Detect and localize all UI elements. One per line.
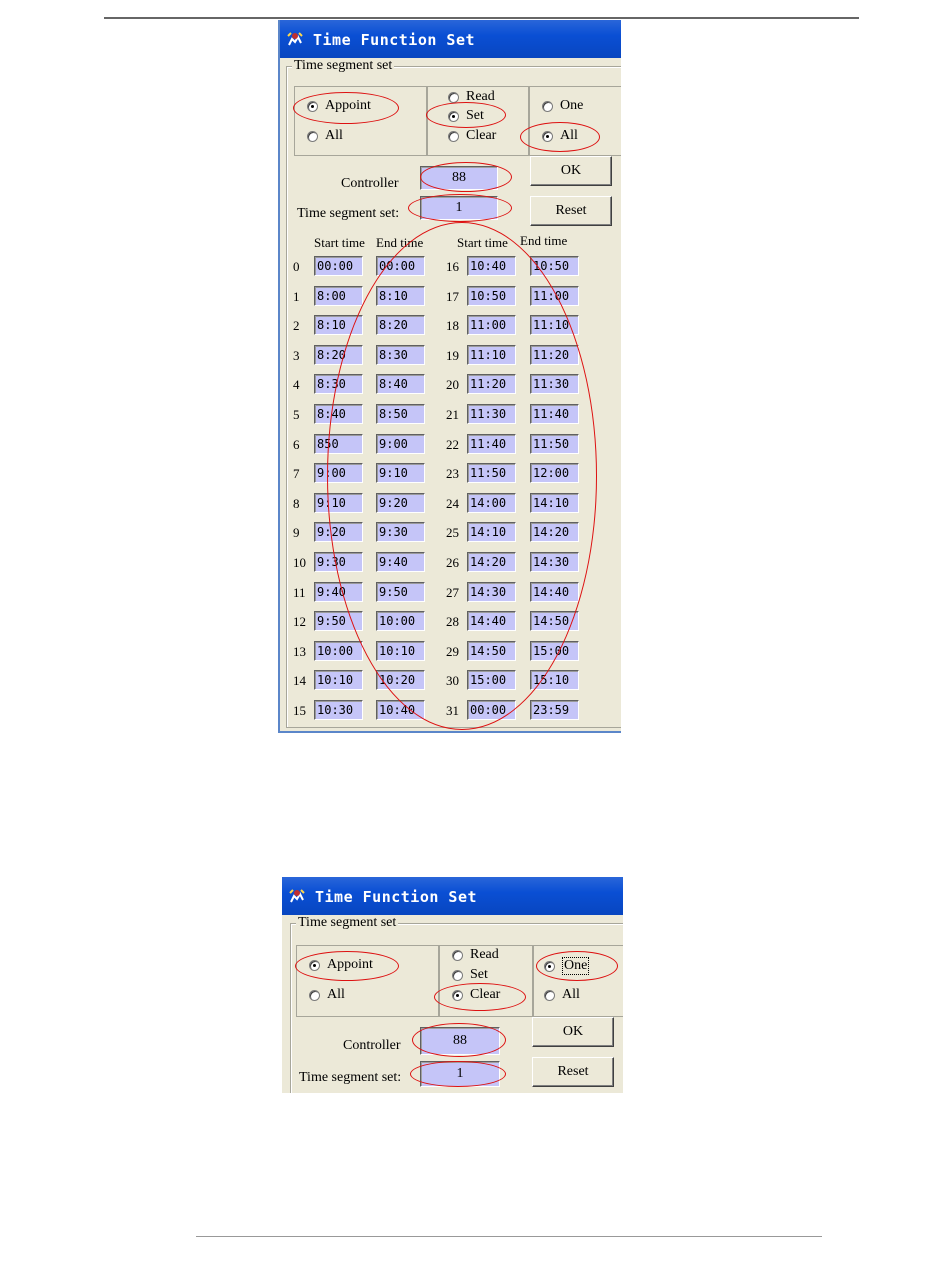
- end-time-input[interactable]: 10:00: [376, 611, 425, 631]
- segment-index: 13: [293, 644, 306, 659]
- end-time-input[interactable]: 10:20: [376, 670, 425, 690]
- end-time-input[interactable]: 8:30: [376, 345, 425, 365]
- start-time-input[interactable]: 11:20: [467, 374, 516, 394]
- start-time-input[interactable]: 10:00: [314, 641, 363, 661]
- radio-appoint-label: Appoint: [327, 957, 373, 972]
- start-time-input[interactable]: 9:20: [314, 522, 363, 542]
- segment-index: 9: [293, 525, 300, 540]
- radio-all-scope[interactable]: [309, 987, 345, 1003]
- end-time-input[interactable]: 9:20: [376, 493, 425, 513]
- radio-dot: [448, 131, 459, 142]
- segment-index: 5: [293, 407, 300, 422]
- reset-button[interactable]: Reset: [532, 1057, 614, 1087]
- title-bar[interactable]: [280, 20, 621, 58]
- col-end-right: End time: [520, 233, 568, 248]
- radio-all-scope-label: All: [327, 987, 345, 1002]
- segment-index: 6: [293, 437, 300, 452]
- start-time-input[interactable]: 850: [314, 434, 363, 454]
- start-time-input[interactable]: 14:10: [467, 522, 516, 542]
- start-time-input[interactable]: 14:40: [467, 611, 516, 631]
- annotation-segment: [408, 194, 512, 222]
- start-time-input[interactable]: 8:00: [314, 286, 363, 306]
- start-time-input[interactable]: 10:40: [467, 256, 516, 276]
- radio-clear[interactable]: [448, 128, 496, 144]
- radio-set[interactable]: [452, 967, 488, 983]
- segment-index: 27: [446, 585, 459, 600]
- annotation-appoint: [293, 92, 399, 124]
- controller-label: Controller: [343, 1038, 401, 1053]
- radio-dot: [307, 131, 318, 142]
- end-time-input[interactable]: 11:40: [530, 404, 579, 424]
- radio-all-target-label: All: [562, 987, 580, 1002]
- annotation-time-table: [327, 222, 597, 730]
- start-time-input[interactable]: 8:40: [314, 404, 363, 424]
- end-time-input[interactable]: 9:30: [376, 522, 425, 542]
- annotation-clear: [434, 983, 526, 1011]
- segment-index: 0: [293, 259, 300, 274]
- end-time-input[interactable]: 9:00: [376, 434, 425, 454]
- end-time-input[interactable]: 9:40: [376, 552, 425, 572]
- radio-dot: [452, 950, 463, 961]
- end-time-input[interactable]: 9:50: [376, 582, 425, 602]
- ok-button[interactable]: OK: [532, 1017, 614, 1047]
- start-time-input[interactable]: 8:10: [314, 315, 363, 335]
- radio-set-label: Set: [470, 967, 488, 982]
- radio-dot: [452, 970, 463, 981]
- annotation-all: [520, 122, 600, 152]
- segment-index: 4: [293, 377, 300, 392]
- start-time-input[interactable]: 10:50: [467, 286, 516, 306]
- start-time-input[interactable]: 11:40: [467, 434, 516, 454]
- end-time-input[interactable]: 9:10: [376, 463, 425, 483]
- start-time-input[interactable]: 9:40: [314, 582, 363, 602]
- controller-label: Controller: [341, 176, 399, 191]
- segment-index: 14: [293, 673, 306, 688]
- segment-index: 12: [293, 614, 306, 629]
- end-time-input[interactable]: 11:10: [530, 315, 579, 335]
- radio-dot: [309, 990, 320, 1001]
- radio-one-label: One: [560, 98, 584, 113]
- segment-index: 26: [446, 555, 459, 570]
- end-time-input[interactable]: 8:40: [376, 374, 425, 394]
- radio-read-label: Read: [470, 947, 499, 962]
- start-time-input[interactable]: 15:00: [467, 670, 516, 690]
- end-time-input[interactable]: 11:00: [530, 286, 579, 306]
- annotation-controller: [412, 1023, 506, 1057]
- time-function-set-dialog-2: [282, 877, 623, 1093]
- end-time-input[interactable]: 14:40: [530, 582, 579, 602]
- segment-index: 1: [293, 289, 300, 304]
- end-time-input[interactable]: 8:20: [376, 315, 425, 335]
- end-time-input[interactable]: 14:30: [530, 552, 579, 572]
- radio-clear-label: Clear: [466, 128, 497, 143]
- end-time-input[interactable]: 14:10: [530, 493, 579, 513]
- segment-input[interactable]: 1: [420, 1061, 500, 1087]
- segment-index: 22: [446, 437, 459, 452]
- end-time-input[interactable]: 12:00: [530, 463, 579, 483]
- window-title: Time Function Set: [313, 31, 476, 49]
- end-time-input[interactable]: 15:10: [530, 670, 579, 690]
- segment-index: 7: [293, 466, 300, 481]
- segment-index: 20: [446, 377, 459, 392]
- start-time-input[interactable]: 9:00: [314, 463, 363, 483]
- end-time-input[interactable]: 23:59: [530, 700, 579, 720]
- start-time-input[interactable]: 00:00: [467, 700, 516, 720]
- radio-all-scope-label: All: [325, 128, 343, 143]
- annotation-one: [536, 951, 618, 981]
- segment-index: 2: [293, 318, 300, 333]
- segment-index: 21: [446, 407, 459, 422]
- scorpion-icon: [288, 887, 306, 905]
- radio-one[interactable]: [542, 98, 583, 114]
- radio-set-label: Set: [466, 108, 484, 123]
- radio-read-label: Read: [466, 89, 495, 104]
- end-time-input[interactable]: 11:50: [530, 434, 579, 454]
- radio-clear-label: Clear: [470, 987, 501, 1002]
- segment-label: Time segment set:: [297, 206, 400, 221]
- end-time-input[interactable]: 14:50: [530, 611, 579, 631]
- start-time-input[interactable]: 00:00: [314, 256, 363, 276]
- start-time-input[interactable]: 14:20: [467, 552, 516, 572]
- radio-all-target[interactable]: [544, 987, 580, 1003]
- annotation-appoint: [295, 951, 399, 981]
- time-function-set-dialog-1: [278, 20, 621, 733]
- segment-input[interactable]: 1: [420, 196, 498, 220]
- radio-read[interactable]: [452, 947, 499, 963]
- controller-input[interactable]: 88: [420, 166, 498, 190]
- radio-all-target-label: All: [560, 128, 578, 143]
- reset-button[interactable]: Reset: [530, 196, 612, 226]
- segment-index: 3: [293, 348, 300, 363]
- segment-index: 29: [446, 644, 459, 659]
- radio-all-scope[interactable]: [307, 128, 343, 144]
- col-end-left: End time: [376, 235, 424, 250]
- segment-index: 19: [446, 348, 459, 363]
- start-time-input[interactable]: 8:20: [314, 345, 363, 365]
- segment-index: 28: [446, 614, 459, 629]
- start-time-input[interactable]: 11:50: [467, 463, 516, 483]
- end-time-input[interactable]: 11:30: [530, 374, 579, 394]
- window-title: Time Function Set: [315, 888, 478, 906]
- page-bottom-rule: [196, 1236, 822, 1237]
- end-time-input[interactable]: 10:40: [376, 700, 425, 720]
- col-start-left: Start time: [314, 235, 365, 250]
- start-time-input[interactable]: 9:30: [314, 552, 363, 572]
- segment-label: Time segment set:: [299, 1070, 402, 1085]
- segment-index: 23: [446, 466, 459, 481]
- controller-input[interactable]: 88: [420, 1027, 500, 1055]
- segment-index: 31: [446, 703, 459, 718]
- end-time-input[interactable]: 10:50: [530, 256, 579, 276]
- start-time-input[interactable]: 9:50: [314, 611, 363, 631]
- annotation-set: [426, 102, 506, 128]
- segment-index: 24: [446, 496, 459, 511]
- annotation-controller: [420, 162, 512, 192]
- title-bar[interactable]: [282, 877, 623, 915]
- radio-dot: [448, 92, 459, 103]
- segment-index: 16: [446, 259, 459, 274]
- segment-index: 11: [293, 585, 306, 600]
- end-time-input[interactable]: 10:10: [376, 641, 425, 661]
- radio-dot: [542, 101, 553, 112]
- annotation-segment: [410, 1061, 506, 1087]
- page-top-rule: [104, 17, 859, 19]
- start-time-input[interactable]: 8:30: [314, 374, 363, 394]
- segment-index: 25: [446, 525, 459, 540]
- start-time-input[interactable]: 14:00: [467, 493, 516, 513]
- end-time-input[interactable]: 8:10: [376, 286, 425, 306]
- group-legend: Time segment set: [294, 58, 393, 73]
- scorpion-icon: [286, 30, 304, 48]
- end-time-input[interactable]: 8:50: [376, 404, 425, 424]
- start-time-input[interactable]: 9:10: [314, 493, 363, 513]
- end-time-input[interactable]: 15:00: [530, 641, 579, 661]
- col-start-right: Start time: [457, 235, 508, 250]
- segment-index: 17: [446, 289, 459, 304]
- start-time-input[interactable]: 11:00: [467, 315, 516, 335]
- segment-index: 30: [446, 673, 459, 688]
- group-legend: Time segment set: [298, 915, 397, 930]
- ok-button[interactable]: OK: [530, 156, 612, 186]
- start-time-input[interactable]: 14:50: [467, 641, 516, 661]
- start-time-input[interactable]: 11:10: [467, 345, 516, 365]
- radio-dot: [544, 990, 555, 1001]
- end-time-input[interactable]: 00:00: [376, 256, 425, 276]
- start-time-input[interactable]: 14:30: [467, 582, 516, 602]
- start-time-input[interactable]: 10:30: [314, 700, 363, 720]
- end-time-input[interactable]: 11:20: [530, 345, 579, 365]
- radio-appoint-label: Appoint: [325, 98, 371, 113]
- start-time-input[interactable]: 10:10: [314, 670, 363, 690]
- radio-one-label: One: [564, 958, 588, 973]
- segment-index: 8: [293, 496, 300, 511]
- segment-index: 15: [293, 703, 306, 718]
- start-time-input[interactable]: 11:30: [467, 404, 516, 424]
- segment-index: 10: [293, 555, 306, 570]
- end-time-input[interactable]: 14:20: [530, 522, 579, 542]
- segment-index: 18: [446, 318, 459, 333]
